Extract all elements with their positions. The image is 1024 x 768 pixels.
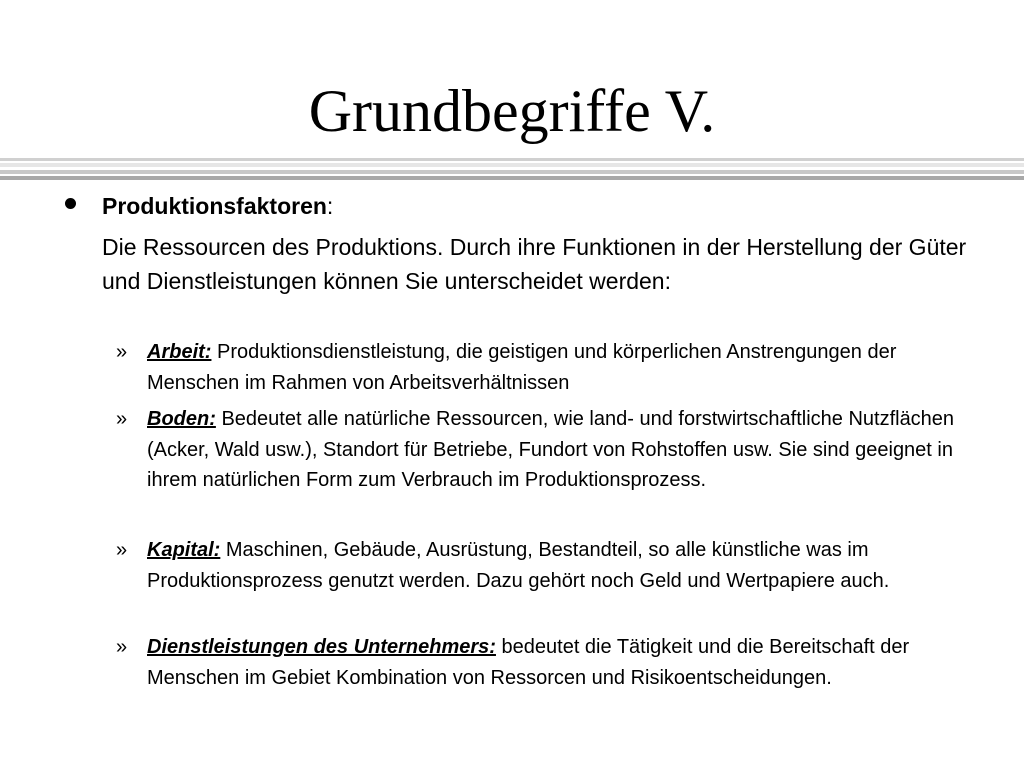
sub-item-text: [147, 404, 962, 496]
main-bullet-heading: [102, 189, 333, 223]
sub-item-text: [147, 632, 962, 693]
main-bullet-colon: :: [326, 193, 334, 219]
sub-item-term: Kapital:: [147, 539, 221, 561]
sub-item-text: [147, 337, 962, 398]
sub-item-description: Produktionsdienstleistung, die geistigen und körperlichen Anstrengungen der Menschen im Rahmen von Arbeitsverhältnissen: [147, 341, 897, 394]
title-divider-line: [0, 158, 1024, 161]
main-bullet-term: Produktionsfaktoren: [102, 193, 327, 219]
main-bullet-description: Die Ressourcen des Produktions. Durch ihre Funktionen in der Herstellung der Güter und Dienstleistungen können Sie unterscheidet werden:: [102, 234, 967, 294]
sub-item-description: bedeutet die Tätigkeit und die Bereitschaft der Menschen im Gebiet Kombination von Ressorcen und Risikoentscheidungen.: [147, 636, 910, 689]
slide-title: Grundbegriffe V.: [308, 78, 716, 144]
sub-bullet-marker-icon: »: [116, 341, 128, 363]
sub-item-term: Boden:: [147, 408, 216, 430]
title-divider-line: [0, 163, 1024, 167]
title-divider-line: [0, 170, 1024, 174]
sub-item-text: [147, 535, 962, 596]
bullet-dot-icon: [65, 198, 76, 209]
sub-bullet-marker-icon: »: [116, 408, 128, 430]
sub-bullet-marker-icon: »: [116, 636, 128, 658]
sub-item-description: Bedeutet alle natürliche Ressourcen, wie land- und forstwirtschaftliche Nutzflächen (Acker, Wald usw.), Standort für Betriebe, Fundort von Rohstoffen usw. Sie sind geeignet in ihrem natürlichen Form zum Verbrauch im Produktionsprozess.: [147, 408, 955, 491]
sub-item-description: Maschinen, Gebäude, Ausrüstung, Bestandteil, so alle künstliche was im Produktionsprozess genutzt werden. Dazu gehört noch Geld und Wertpapiere auch.: [147, 539, 890, 592]
sub-bullet-marker-icon: »: [116, 539, 128, 561]
sub-item-term: Arbeit:: [147, 341, 212, 363]
title-divider-line: [0, 176, 1024, 180]
sub-item-term: Dienstleistungen des Unternehmers:: [147, 636, 496, 658]
